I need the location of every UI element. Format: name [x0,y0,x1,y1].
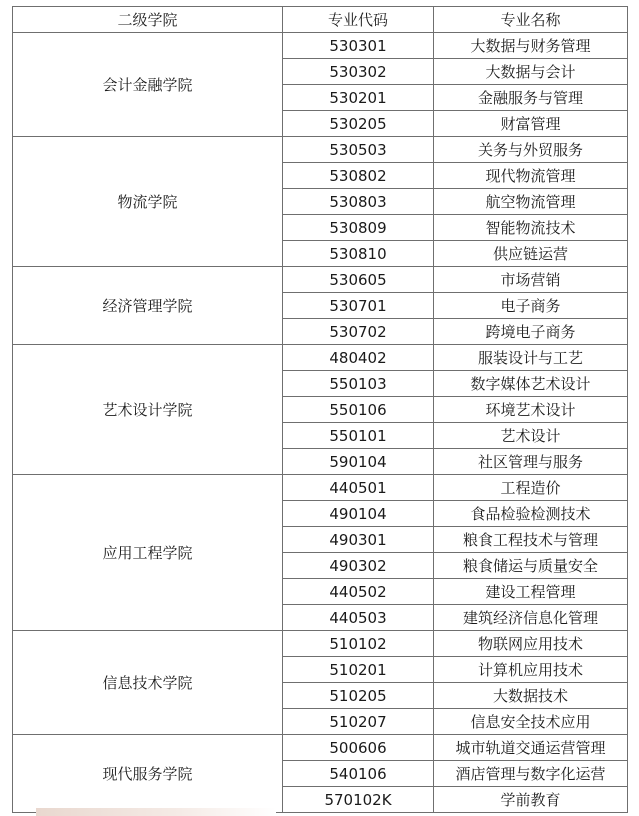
major-name-cell: 建筑经济信息化管理 [434,605,628,631]
major-code-cell: 530701 [283,293,434,319]
header-row [13,7,628,33]
college-name-cell: 艺术设计学院 [13,345,283,475]
major-name-cell: 工程造价 [434,475,628,501]
major-code-cell: 510205 [283,683,434,709]
major-code-cell: 530503 [283,137,434,163]
major-name-cell: 酒店管理与数字化运营 [434,761,628,787]
major-name-cell: 市场营销 [434,267,628,293]
table-row [13,33,628,59]
major-code-cell: 440503 [283,605,434,631]
major-name-cell: 城市轨道交通运营管理 [434,735,628,761]
major-code-cell: 530809 [283,215,434,241]
college-name-cell: 应用工程学院 [13,475,283,631]
major-code-cell: 550103 [283,371,434,397]
major-code-cell: 550101 [283,423,434,449]
major-name-cell: 跨境电子商务 [434,319,628,345]
major-code-cell: 490302 [283,553,434,579]
major-name-cell: 财富管理 [434,111,628,137]
major-code-cell: 480402 [283,345,434,371]
major-code-cell: 510207 [283,709,434,735]
college-name-cell: 经济管理学院 [13,267,283,345]
table-row [13,267,628,293]
table-row [13,735,628,761]
major-name-cell: 数字媒体艺术设计 [434,371,628,397]
major-name-cell: 电子商务 [434,293,628,319]
major-code-cell: 540106 [283,761,434,787]
major-name-cell: 建设工程管理 [434,579,628,605]
major-name-cell: 关务与外贸服务 [434,137,628,163]
major-code-cell: 530803 [283,189,434,215]
table-row [13,345,628,371]
major-name-cell: 信息安全技术应用 [434,709,628,735]
major-code-cell: 530605 [283,267,434,293]
major-name-cell: 航空物流管理 [434,189,628,215]
major-name-cell: 粮食储运与质量安全 [434,553,628,579]
major-name-cell: 粮食工程技术与管理 [434,527,628,553]
major-name-cell: 金融服务与管理 [434,85,628,111]
table-row [13,137,628,163]
major-name-cell: 环境艺术设计 [434,397,628,423]
college-name-cell: 物流学院 [13,137,283,267]
table-row [13,631,628,657]
major-code-cell: 510102 [283,631,434,657]
major-name-cell: 服装设计与工艺 [434,345,628,371]
major-name-cell: 社区管理与服务 [434,449,628,475]
college-name-cell: 会计金融学院 [13,33,283,137]
major-name-cell: 大数据技术 [434,683,628,709]
major-code-cell: 490301 [283,527,434,553]
name-column-header: 专业名称 [434,7,628,33]
major-code-cell: 550106 [283,397,434,423]
table-body [13,33,628,813]
major-name-cell: 大数据与会计 [434,59,628,85]
major-code-cell: 570102K [283,787,434,813]
major-name-cell: 物联网应用技术 [434,631,628,657]
major-name-cell: 现代物流管理 [434,163,628,189]
major-code-cell: 530302 [283,59,434,85]
college-name-cell: 现代服务学院 [13,735,283,813]
major-code-cell: 530810 [283,241,434,267]
major-code-cell: 530201 [283,85,434,111]
major-code-cell: 530301 [283,33,434,59]
major-code-cell: 530205 [283,111,434,137]
major-code-cell: 510201 [283,657,434,683]
major-name-cell: 艺术设计 [434,423,628,449]
major-code-cell: 590104 [283,449,434,475]
table-row [13,475,628,501]
major-code-cell: 500606 [283,735,434,761]
major-name-cell: 供应链运营 [434,241,628,267]
major-code-cell: 440502 [283,579,434,605]
college-column-header: 二级学院 [13,7,283,33]
code-column-header: 专业代码 [283,7,434,33]
major-name-cell: 食品检验检测技术 [434,501,628,527]
majors-table [12,6,628,813]
major-code-cell: 530702 [283,319,434,345]
major-code-cell: 490104 [283,501,434,527]
college-name-cell: 信息技术学院 [13,631,283,735]
bottom-edge-shadow [36,808,276,816]
major-code-cell: 440501 [283,475,434,501]
major-code-cell: 530802 [283,163,434,189]
major-name-cell: 智能物流技术 [434,215,628,241]
major-name-cell: 计算机应用技术 [434,657,628,683]
major-name-cell: 大数据与财务管理 [434,33,628,59]
major-name-cell: 学前教育 [434,787,628,813]
